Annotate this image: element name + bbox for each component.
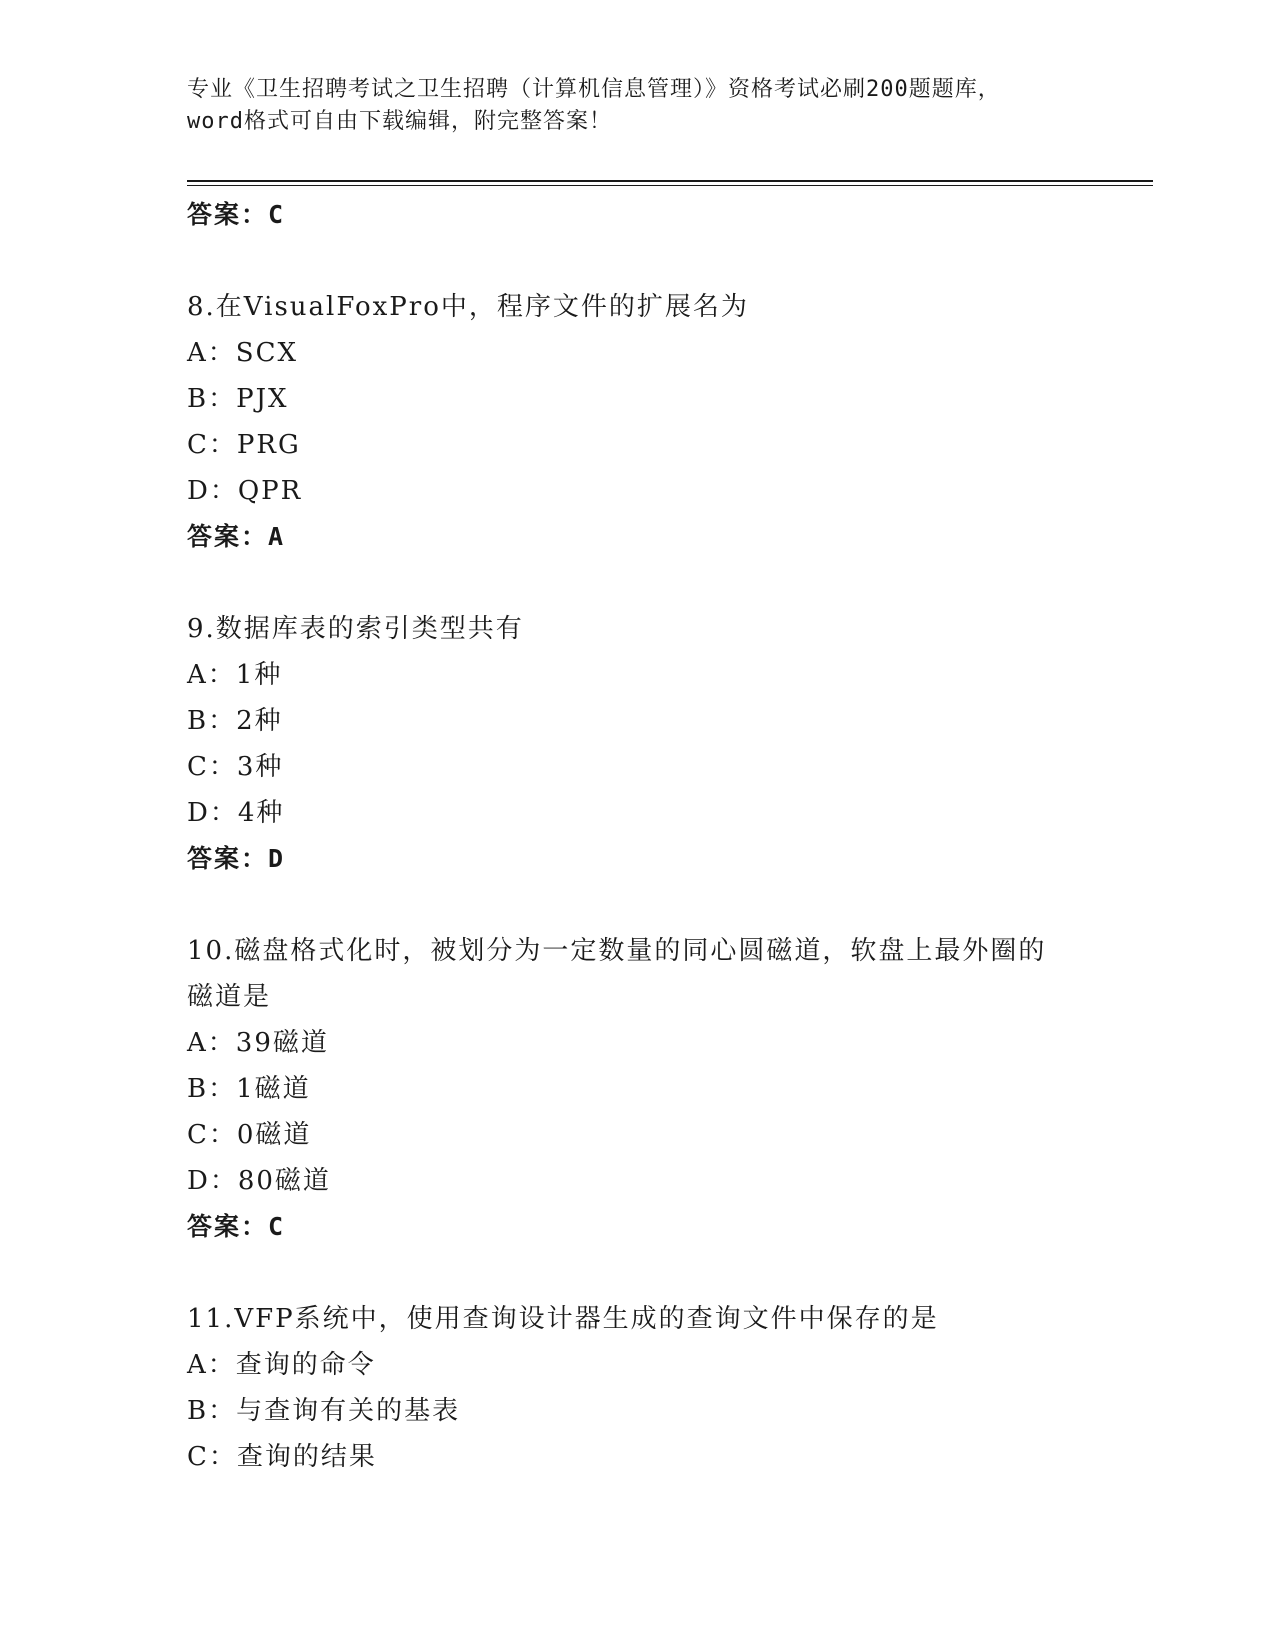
spacer [187, 882, 1087, 928]
option-a: A：1种 [187, 660, 283, 690]
question-stem-continued: 磁道是 [187, 982, 272, 1012]
spacer [187, 238, 1087, 284]
header-line-2: word格式可自由下载编辑，附完整答案！ [187, 109, 612, 134]
option-b: B：2种 [187, 706, 283, 736]
question-block [187, 928, 1087, 1250]
option-c: C：PRG [187, 430, 301, 460]
answer-line: 答案：D [187, 844, 286, 873]
question-stem: 10.磁盘格式化时，被划分为一定数量的同心圆磁道，软盘上最外圈的 [187, 936, 1047, 966]
option-d: D：QPR [187, 476, 303, 506]
question-block [187, 1296, 1087, 1480]
header-line-1: 专业《卫生招聘考试之卫生招聘（计算机信息管理）》资格考试必刷200题题库， [187, 77, 1001, 102]
question-block [187, 284, 1087, 560]
option-a: A：SCX [187, 338, 298, 368]
option-c: C：查询的结果 [187, 1442, 377, 1472]
question-stem: 9.数据库表的索引类型共有 [187, 614, 524, 644]
header-divider-thin [187, 185, 1153, 186]
option-a: A：39磁道 [187, 1028, 329, 1058]
question-list [187, 192, 1087, 1480]
option-b: B：与查询有关的基表 [187, 1396, 461, 1426]
answer-line: 答案：C [187, 200, 286, 229]
answer-line: 答案：C [187, 1212, 286, 1241]
option-c: C：0磁道 [187, 1120, 312, 1150]
question-block [187, 606, 1087, 882]
option-c: C：3种 [187, 752, 284, 782]
option-d: D：4种 [187, 798, 285, 828]
question-stem: 8.在VisualFoxPro中，程序文件的扩展名为 [187, 292, 749, 322]
spacer [187, 560, 1087, 606]
option-b: B：PJX [187, 384, 289, 414]
question-stem: 11.VFP系统中，使用查询设计器生成的查询文件中保存的是 [187, 1304, 939, 1334]
option-b: B：1磁道 [187, 1074, 311, 1104]
document-header [187, 74, 1087, 138]
option-a: A：查询的命令 [187, 1350, 376, 1380]
option-d: D：80磁道 [187, 1166, 331, 1196]
header-divider [187, 180, 1153, 182]
answer-line: 答案：A [187, 522, 286, 551]
spacer [187, 1250, 1087, 1296]
